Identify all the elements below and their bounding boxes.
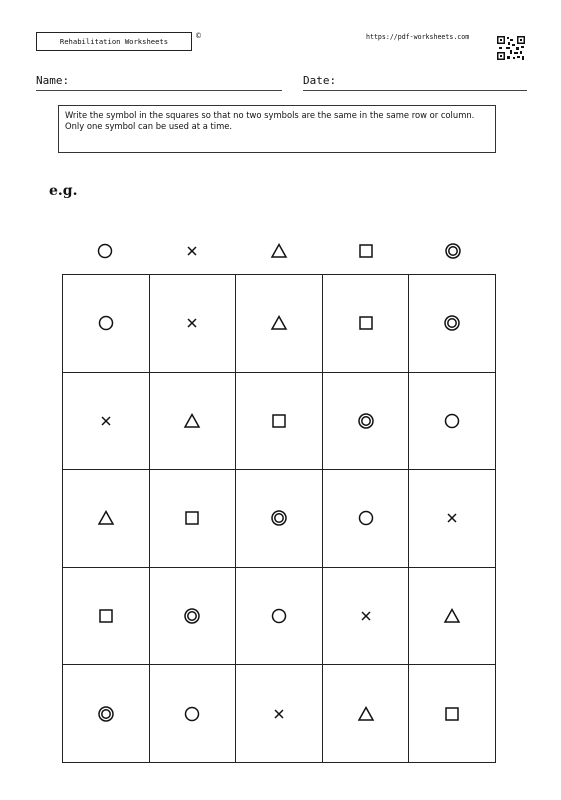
grid-cell [236,373,323,471]
grid-cell [150,470,237,568]
double-circle-icon [356,411,376,431]
square-icon [356,313,376,333]
grid-cell [63,373,150,471]
square-icon [442,704,462,724]
legend-symbol [149,235,236,267]
square-icon [182,508,202,528]
instructions-box [58,105,496,153]
double-circle-icon [442,313,462,333]
grid-cell [409,568,496,666]
square-icon [96,606,116,626]
grid-cell [150,665,237,763]
circle-icon [182,704,202,724]
worksheet-title-box [36,32,192,51]
triangle-icon [236,241,323,261]
circle-icon [356,508,376,528]
site-url: https://pdf-worksheets.com [366,33,470,41]
cross-icon [182,313,202,333]
grid-cell [323,665,410,763]
triangle-icon [96,508,116,528]
date-label: Date: [303,74,337,87]
cross-icon [149,241,236,261]
legend-symbol [322,235,409,267]
square-icon [269,411,289,431]
cross-icon [96,411,116,431]
grid-cell [236,665,323,763]
grid-cell [409,665,496,763]
grid-cell [150,373,237,471]
cross-icon [442,508,462,528]
symbol-legend-row [62,235,496,267]
circle-icon [96,313,116,333]
triangle-icon [182,411,202,431]
date-line [303,90,527,91]
square-icon [322,241,409,261]
grid-cell [236,470,323,568]
circle-icon [269,606,289,626]
instruction-line-2: Only one symbol can be used at a time. [65,120,233,131]
copyright-mark: © [195,32,202,40]
double-circle-icon [182,606,202,626]
grid-cell [63,568,150,666]
grid-cell [323,275,410,373]
circle-icon [442,411,462,431]
qr-code-icon [496,35,526,61]
circle-icon [62,241,149,261]
cross-icon [269,704,289,724]
legend-symbol [62,235,149,267]
grid-cell [236,568,323,666]
grid-cell [323,470,410,568]
instruction-line-1: Write the symbol in the squares so that no two symbols are the same in the same row or column. [65,110,475,120]
legend-symbol [236,235,323,267]
grid-cell [236,275,323,373]
triangle-icon [442,606,462,626]
grid-cell [409,470,496,568]
name-line [36,90,282,91]
grid-cell [323,568,410,666]
name-label: Name: [36,74,70,87]
cross-icon [356,606,376,626]
grid-cell [63,665,150,763]
example-label: e.g. [49,183,78,199]
grid-cell [150,275,237,373]
grid-cell [150,568,237,666]
double-circle-icon [96,704,116,724]
grid-cell [409,275,496,373]
grid-cell [323,373,410,471]
double-circle-icon [409,241,496,261]
grid-cell [409,373,496,471]
grid-cell [63,470,150,568]
triangle-icon [269,313,289,333]
worksheet-title: Rehabilitation Worksheets [59,37,169,46]
double-circle-icon [269,508,289,528]
triangle-icon [356,704,376,724]
example-grid [62,274,496,763]
grid-cell [63,275,150,373]
legend-symbol [409,235,496,267]
